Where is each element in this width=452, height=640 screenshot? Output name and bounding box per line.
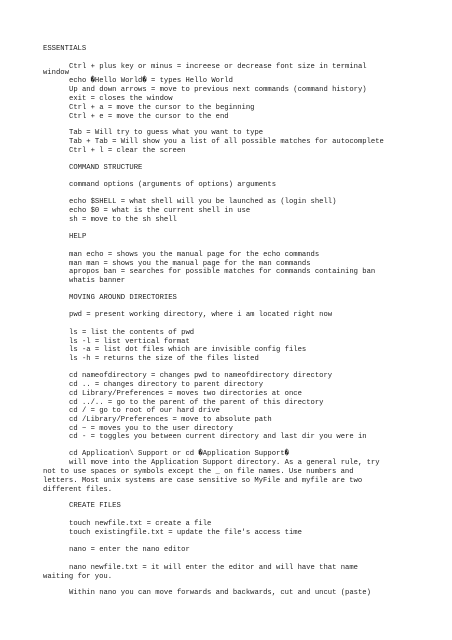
section-heading-essentials: ESSENTIALS <box>43 45 87 53</box>
text-line: will move into the Application Support directory. As a general rule, try <box>69 459 380 467</box>
section-heading-create-files: CREATE FILES <box>69 502 121 510</box>
text-line: echo �Hello World� = types Hello World <box>69 77 233 85</box>
text-line: ls -a = list dot files which are invisible config files <box>69 346 307 354</box>
text-line: letters. Most unix systems are case sensitive so MyFile and myfile are two <box>43 477 363 485</box>
text-line: ls = list the contents of pwd <box>69 329 195 337</box>
text-line: pwd = present working directory, where i am located right now <box>69 311 333 319</box>
text-line: cd ~ = moves you to the user directory <box>69 425 233 433</box>
text-line: Tab + Tab = Will show you a list of all possible matches for autocomplete <box>69 138 384 146</box>
text-line: cd / = go to root of our hard drive <box>69 407 220 415</box>
section-heading-moving-around-directories: MOVING AROUND DIRECTORIES <box>69 294 177 302</box>
text-line: Ctrl + a = move the cursor to the beginning <box>69 104 255 112</box>
text-line: Ctrl + e = move the cursor to the end <box>69 113 229 121</box>
text-line: cd /Library/Preferences = move to absolute path <box>69 416 272 424</box>
text-line: Tab = Will try to guess what you want to type <box>69 129 264 137</box>
text-line: cd .. = changes directory to parent directory <box>69 381 264 389</box>
text-line: ls -l = list vertical format <box>69 338 190 346</box>
text-line: apropos ban = searches for possible matches for commands containing ban <box>69 268 376 276</box>
text-line: not to use spaces or symbols except the _ on file names. Use numbers and <box>43 468 354 476</box>
text-line: cd nameofdirectory = changes pwd to nameofdirectory directory <box>69 372 333 380</box>
text-line: touch existingfile.txt = update the file's access time <box>69 529 302 537</box>
text-line: echo $SHELL = what shell will you be launched as (login shell) <box>69 198 337 206</box>
text-line: window <box>43 69 69 77</box>
text-line: command options (arguments of options) arguments <box>69 181 277 189</box>
text-line: Within nano you can move forwards and backwards, cut and uncut (paste) <box>69 589 371 597</box>
text-line: man echo = shows you the manual page for the echo commands <box>69 251 320 259</box>
text-line: cd Library/Preferences = moves two directories at once <box>69 390 302 398</box>
section-heading-help: HELP <box>69 233 87 241</box>
text-line: nano = enter the nano editor <box>69 546 190 554</box>
text-line: exit = closes the window <box>69 95 173 103</box>
text-line: cd Application\ Support or cd �Application Support� <box>69 450 290 458</box>
text-line: touch newfile.txt = create a file <box>69 520 212 528</box>
text-line: man man = shows you the manual page for the man commands <box>69 260 311 268</box>
section-heading-command-structure: COMMAND STRUCTURE <box>69 164 143 172</box>
text-line: whatis banner <box>69 277 126 285</box>
text-line: ls -h = returns the size of the files listed <box>69 355 259 363</box>
text-line: cd - = toggles you between current directory and last dir you were in <box>69 433 367 441</box>
text-line: different files. <box>43 486 113 494</box>
text-line: waiting for you. <box>43 573 113 581</box>
text-line: Ctrl + l = clear the screen <box>69 147 186 155</box>
text-line: nano newfile.txt = it will enter the editor and will have that name <box>69 564 358 572</box>
text-line: echo $0 = what is the current shell in use <box>69 207 251 215</box>
text-line: Up and down arrows = move to previous next commands (command history) <box>69 86 367 94</box>
text-line: cd ../.. = go to the parent of the parent of this directory <box>69 399 324 407</box>
text-line: Ctrl + plus key or minus = increese or decrease font size in terminal <box>69 63 367 71</box>
text-line: sh = move to the sh shell <box>69 216 177 224</box>
